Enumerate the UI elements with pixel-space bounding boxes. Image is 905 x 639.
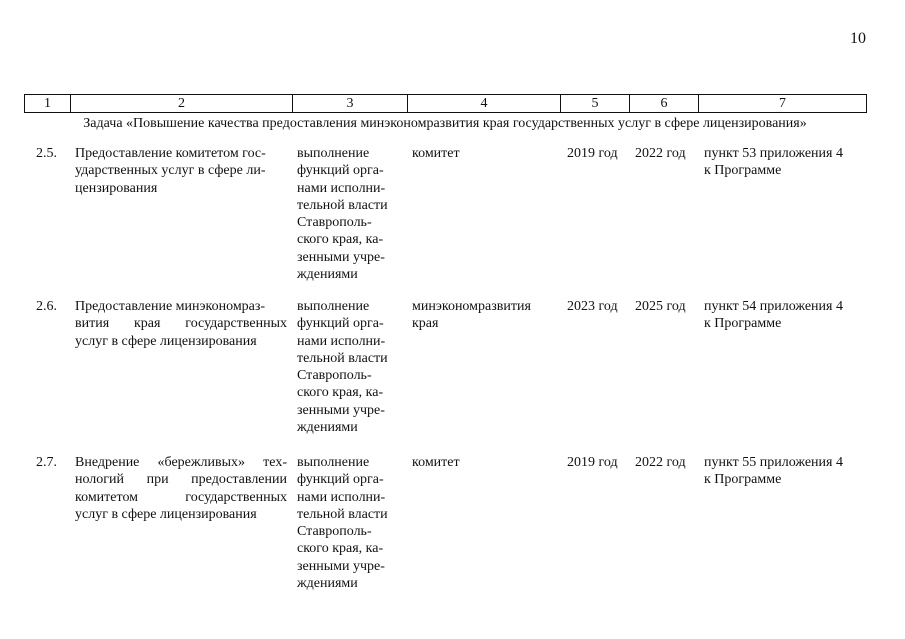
text-line: ждениями xyxy=(297,267,358,283)
text-line: к Программе xyxy=(704,163,782,179)
text-line: зенными учре- xyxy=(297,249,385,265)
text-line: тельной власти xyxy=(297,197,388,213)
text-line: нологий при предоставлении xyxy=(75,472,287,488)
text-line: нами исполни- xyxy=(297,180,386,196)
text-line: пункт 53 приложения 4 xyxy=(704,146,843,161)
start-date: 2023 год xyxy=(567,299,618,314)
column-number-row xyxy=(25,95,867,113)
text-line: Предоставление комитетом гос- xyxy=(75,146,266,161)
column-number: 2 xyxy=(71,95,293,113)
column-number: 6 xyxy=(630,95,699,113)
text-line: комитет xyxy=(412,455,460,470)
text-line: вития края государственных xyxy=(75,316,287,332)
text-line: нами исполни- xyxy=(297,333,386,349)
row-number: 2.7. xyxy=(36,455,57,470)
row-number: 2.6. xyxy=(36,299,57,314)
text-line: ского края, ка- xyxy=(297,232,384,248)
text-line: функций орга- xyxy=(297,316,384,332)
text-line: к Программе xyxy=(704,316,782,332)
task-title: Задача «Повышение качества предоставления минэкономразвития края государственных услуг в сфере лицензирования» xyxy=(83,116,807,131)
text-line: Ставрополь- xyxy=(297,524,372,540)
text-line: пункт 55 приложения 4 xyxy=(704,455,843,470)
text-line: Ставрополь- xyxy=(297,368,372,384)
end-date: 2025 год xyxy=(635,299,686,314)
text-line: комитетом государственных xyxy=(75,489,287,505)
implementation-form xyxy=(297,454,402,592)
implementation-form xyxy=(297,298,402,436)
measure-name xyxy=(75,454,287,523)
text-line: услуг в сфере лицензирования xyxy=(75,506,257,522)
reference xyxy=(704,145,866,180)
text-line: минэкономразвития xyxy=(412,299,531,314)
text-line: тельной власти xyxy=(297,350,388,366)
text-line: выполнение xyxy=(297,299,370,314)
text-line: цензирования xyxy=(75,180,158,196)
text-line: зенными учре- xyxy=(297,558,385,574)
row-number: 2.5. xyxy=(36,146,57,161)
start-date: 2019 год xyxy=(567,455,618,470)
text-line: ского края, ка- xyxy=(297,541,384,557)
end-date: 2022 год xyxy=(635,146,686,161)
text-line: функций орга- xyxy=(297,472,384,488)
text-line: выполнение xyxy=(297,146,370,161)
text-line: зенными учре- xyxy=(297,402,385,418)
implementation-form xyxy=(297,145,402,283)
text-line: тельной власти xyxy=(297,506,388,522)
reference xyxy=(704,298,866,333)
executor xyxy=(412,298,562,333)
text-line: Внедрение «бережливых» тех- xyxy=(75,455,287,470)
column-number: 3 xyxy=(293,95,408,113)
text-line: пункт 54 приложения 4 xyxy=(704,299,843,314)
text-line: ского края, ка- xyxy=(297,385,384,401)
column-number: 1 xyxy=(25,95,71,113)
text-line: ждениями xyxy=(297,420,358,436)
text-line: нами исполни- xyxy=(297,489,386,505)
text-line: комитет xyxy=(412,146,460,161)
text-line: функций орга- xyxy=(297,163,384,179)
executor xyxy=(412,454,562,471)
text-line: выполнение xyxy=(297,455,370,470)
start-date: 2019 год xyxy=(567,146,618,161)
executor xyxy=(412,145,562,162)
text-line: Ставрополь- xyxy=(297,215,372,231)
column-number: 5 xyxy=(561,95,630,113)
text-line: Предоставление минэкономраз- xyxy=(75,299,266,314)
measure-name xyxy=(75,145,287,197)
text-line: к Программе xyxy=(704,472,782,488)
reference xyxy=(704,454,866,489)
column-number: 4 xyxy=(408,95,561,113)
page-number: 10 xyxy=(850,30,866,47)
text-line: услуг в сфере лицензирования xyxy=(75,333,257,349)
text-line: ударственных услуг в сфере ли- xyxy=(75,163,266,179)
text-line: ждениями xyxy=(297,576,358,592)
text-line: края xyxy=(412,316,439,332)
measure-name xyxy=(75,298,287,350)
table-header xyxy=(24,94,867,113)
column-number: 7 xyxy=(699,95,867,113)
end-date: 2022 год xyxy=(635,455,686,470)
